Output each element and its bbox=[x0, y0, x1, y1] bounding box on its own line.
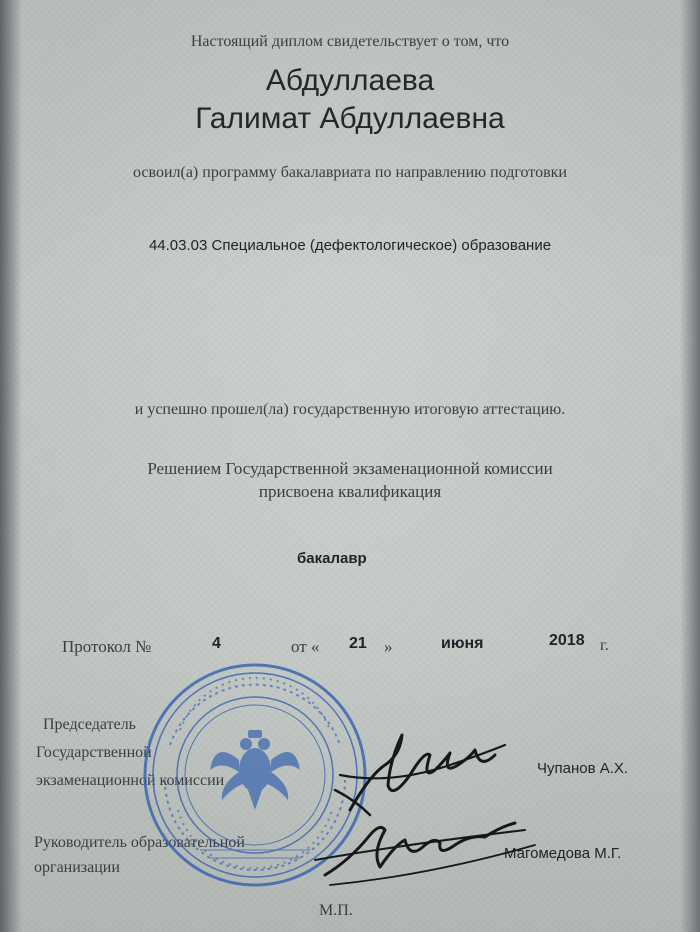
intro-text: Настоящий диплом свидетельствует о том, что bbox=[190, 33, 510, 50]
chairman-label-line-2: Государственной bbox=[36, 744, 152, 761]
protocol-label: Протокол № bbox=[62, 637, 152, 656]
mastered-text: освоил(а) программу бакалавриата по направлению подготовки bbox=[133, 164, 567, 181]
qualification-value: бакалавр bbox=[297, 550, 367, 567]
seal-place-mark: М.П. bbox=[319, 902, 353, 919]
head-name: Магомедова М.Г. bbox=[504, 845, 622, 862]
chairman-label-line-1: Председатель bbox=[43, 716, 136, 733]
program-name: 44.03.03 Специальное (дефектологическое) образование bbox=[148, 237, 552, 254]
chairman-name: Чупанов А.Х. bbox=[537, 760, 629, 777]
head-signature-icon bbox=[310, 805, 540, 895]
recipient-surname: Абдуллаева bbox=[265, 64, 435, 97]
passed-text: и успешно прошел(ла) государственную итоговую аттестацию. bbox=[134, 401, 566, 418]
protocol-close-quote: » bbox=[384, 637, 393, 656]
protocol-day: 21 bbox=[349, 635, 367, 652]
protocol-number: 4 bbox=[212, 635, 221, 652]
protocol-year-suffix: г. bbox=[600, 637, 609, 654]
chairman-label-line-3: экзаменационной комиссии bbox=[36, 772, 225, 789]
head-label-line-1: Руководитель образовательной bbox=[34, 834, 245, 851]
protocol-year: 2018 bbox=[549, 632, 585, 649]
decision-line-1: Решением Государственной экзаменационной комиссии bbox=[147, 459, 553, 478]
protocol-from: от « bbox=[291, 637, 320, 656]
head-label-line-2: организации bbox=[34, 859, 120, 876]
decision-line-2: присвоена квалификация bbox=[258, 482, 442, 501]
recipient-given-names: Галимат Абдуллаевна bbox=[195, 102, 505, 135]
protocol-month: июня bbox=[441, 635, 484, 652]
